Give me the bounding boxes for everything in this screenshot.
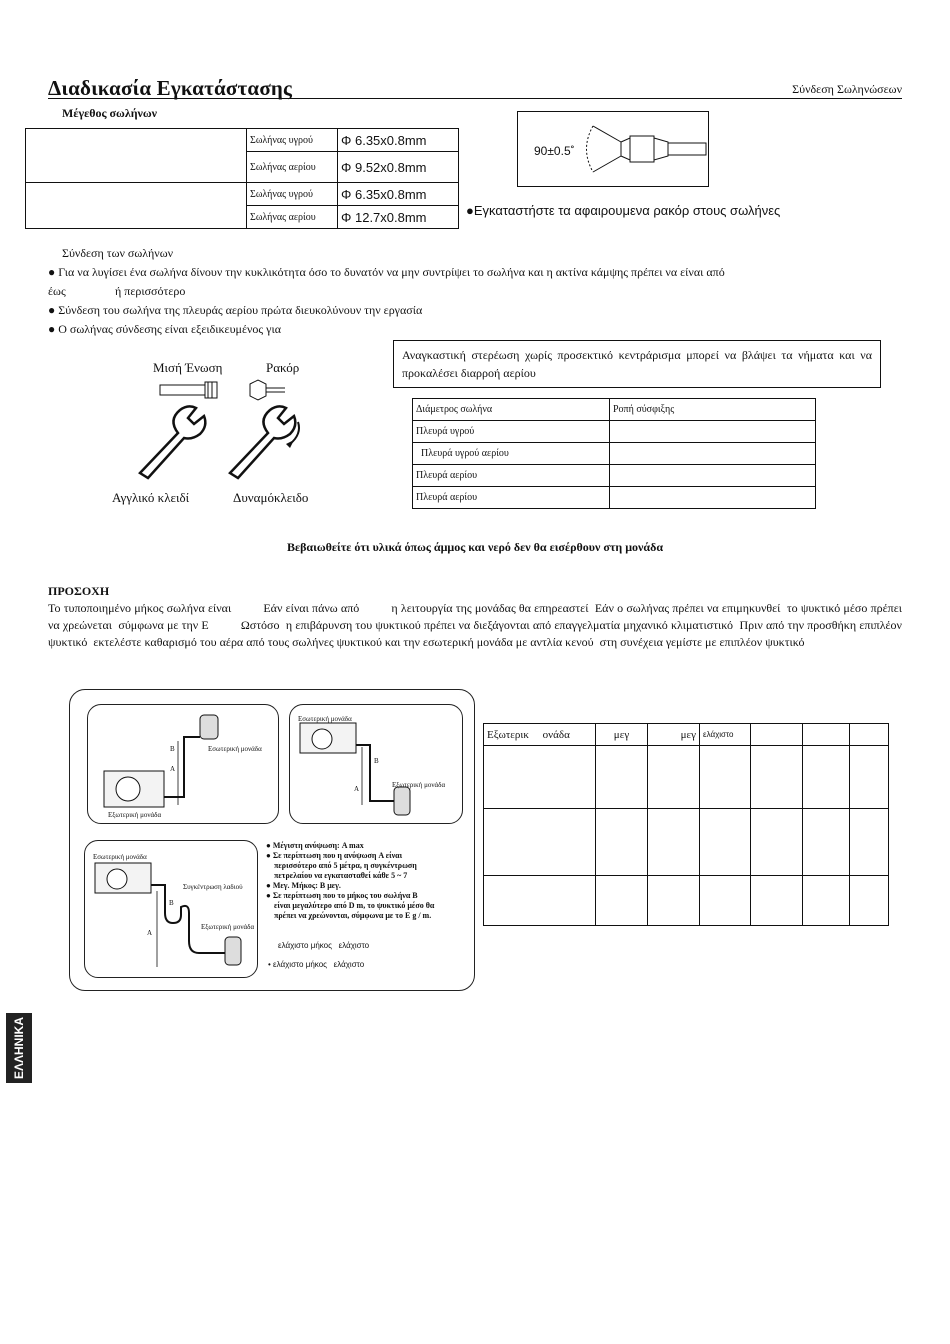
pipe-type-cell: Σωλήνας αερίου bbox=[247, 152, 338, 183]
pipe-size-cell: Φ 12.7x0.8mm bbox=[338, 206, 459, 229]
note-line: πετρελαίου να εγκατασταθεί κάθε 5 ~ 7 bbox=[274, 871, 408, 880]
label-a: A bbox=[170, 765, 176, 773]
torque-wrench-label: Δυναμόκλειδο bbox=[233, 490, 309, 505]
min-length-note: ελάχιστο μήκος ελάχιστο bbox=[278, 941, 370, 950]
note-line: ● Σε περίπτωση που το μήκος του σωλήνα B bbox=[266, 891, 418, 900]
table-row bbox=[26, 129, 459, 152]
diagram-panel-3 bbox=[84, 840, 258, 978]
table-cell bbox=[610, 465, 816, 487]
wrench-illustration bbox=[130, 378, 330, 483]
indoor-unit-label: Εσωτερική μονάδα bbox=[93, 853, 147, 861]
table-cell bbox=[596, 746, 648, 809]
oil-trap-icon bbox=[85, 841, 257, 977]
table-cell bbox=[850, 876, 889, 926]
pipe-size-cell: Φ 6.35x0.8mm bbox=[338, 183, 459, 206]
pipe-size-heading: Μέγεθος σωλήνων bbox=[62, 106, 158, 120]
language-tab-label: ΕΛΛΗΝΙΚΑ bbox=[12, 1016, 26, 1080]
table-cell bbox=[700, 746, 751, 809]
language-tab bbox=[6, 1013, 32, 1083]
label-b: B bbox=[170, 745, 175, 753]
indoor-outdoor-icon bbox=[88, 705, 278, 823]
half-union-icon bbox=[160, 382, 217, 398]
note-line: είναι μεγαλύτερο από D m, το ψυκτικό μέσο θα bbox=[274, 901, 435, 910]
gas-side-note: ● Σύνδεση του σωλήνα της πλευράς αερίου πρώτα διευκολύνουν την εργασία bbox=[48, 303, 423, 317]
pipe-type-cell: Σωλήνας υγρού bbox=[247, 129, 338, 152]
note-line: πρέπει να χρεώνονται, σύμφωνα με το E g / m. bbox=[274, 911, 432, 920]
half-union-label: Μισή Ένωση bbox=[153, 360, 223, 375]
table-cell bbox=[751, 876, 803, 926]
label-a: A bbox=[354, 785, 360, 793]
torque-wrench-icon bbox=[230, 406, 299, 478]
pipe-type-note: ● Ο σωλήνας σύνδεσης είναι εξειδικευμένος για bbox=[48, 322, 282, 336]
table-cell bbox=[484, 746, 596, 809]
table-cell bbox=[648, 746, 700, 809]
table-header: Εξωτερικ ονάδα bbox=[484, 724, 596, 746]
table-cell: Πλευρά αερίου bbox=[413, 465, 610, 487]
flare-diagram bbox=[517, 111, 709, 187]
outdoor-unit-label: Εξωτερική μονάδα bbox=[108, 811, 162, 819]
indoor-unit-label: Εσωτερική μονάδα bbox=[208, 745, 262, 753]
table-header: μεγ bbox=[648, 724, 700, 746]
table-cell: Πλευρά υγρού bbox=[413, 421, 610, 443]
nut-label: Ρακόρ bbox=[266, 360, 300, 375]
table-row bbox=[484, 746, 889, 809]
table-cell bbox=[610, 443, 816, 465]
installation-diagram bbox=[69, 689, 475, 991]
table-cell bbox=[648, 809, 700, 876]
note-line: ● Σε περίπτωση που η ανύψωση A είναι bbox=[266, 851, 403, 860]
outdoor-unit-label: Εξωτερική μονάδα bbox=[201, 923, 255, 931]
spanner-label: Αγγλικό κλειδί bbox=[112, 490, 190, 505]
model-cell bbox=[26, 129, 247, 183]
caution-text: Το τυποποιημένο μήκος σωλήνα είναι Εάν είναι πάνω από η λειτουργία της μονάδας θα επηρεαστεί Εάν ο σωλήνας πρέπει να επιμηκυνθεί το ψυκτικό μέσο πρέπει να χρεώνεται σύμφωνα με την Ε Ωστόσο η επιβάρυνση του ψυκτικού πρέπει να διεξάγονται από επαγγελματία μηχανικό κλιματιστικό Πριν από την προσθήκη επιπλέον ψυκτικό εκτελέστε καθαρισμό του αέρα από τους σωλήνες ψυκτικού και την εσωτερική μονάδα με αντλία κενού στη συνέχεια γεμίστε με επιπλέον ψυκτικό bbox=[48, 601, 905, 649]
table-header: Ροπή σύσφιξης bbox=[610, 399, 816, 421]
caution-heading: ΠΡΟΣΟΧΗ bbox=[48, 584, 110, 598]
bend-note: ● Για να λυγίσει ένα σωλήνα δίνουν την κυκλικότητα όσο το δυνατόν να μην συντρίψει το σωλήνα και η ακτίνα κάμψης πρέπει να είναι από bbox=[48, 265, 725, 279]
outdoor-unit-label: Εξωτερική μονάδα bbox=[392, 781, 446, 789]
label-b: B bbox=[374, 757, 379, 765]
warning-box: Αναγκαστική στερέωση χωρίς προσεκτικό κεντράρισμα μπορεί να βλάψει τα νήματα και να προκαλέσει διαρροή αερίου bbox=[393, 340, 881, 388]
note-line: ● Μέγιστη ανύψωση: A max bbox=[266, 841, 364, 850]
table-cell bbox=[751, 809, 803, 876]
bend-radius-more: ή περισσότερο bbox=[115, 284, 186, 298]
table-header bbox=[751, 724, 803, 746]
table-cell bbox=[610, 487, 816, 509]
torque-table bbox=[412, 398, 816, 509]
table-row bbox=[484, 876, 889, 926]
oil-trap-label: Συγκέντρωση λαδιού bbox=[183, 883, 243, 891]
spanner-icon bbox=[140, 406, 205, 478]
table-cell bbox=[596, 876, 648, 926]
flare-nut-icon bbox=[518, 112, 708, 186]
table-cell: Πλευρά υγρού αερίου bbox=[413, 443, 610, 465]
model-cell bbox=[26, 183, 247, 229]
min-length-note: • ελάχιστο μήκος ελάχιστο bbox=[268, 960, 365, 969]
connection-heading: Σύνδεση των σωλήνων bbox=[62, 246, 174, 260]
header-rule bbox=[48, 98, 902, 99]
elevation-table bbox=[483, 723, 889, 926]
table-cell bbox=[596, 809, 648, 876]
table-header: μεγ bbox=[596, 724, 648, 746]
page-title: Διαδικασία Εγκατάστασης bbox=[48, 76, 293, 100]
table-row bbox=[484, 724, 889, 746]
diagram-panel-1 bbox=[87, 704, 279, 824]
table-cell bbox=[803, 809, 850, 876]
flare-angle-label: 90±0.5˚ bbox=[534, 144, 575, 158]
pipe-size-cell: Φ 6.35x0.8mm bbox=[338, 129, 459, 152]
table-row bbox=[413, 465, 816, 487]
table-cell bbox=[700, 809, 751, 876]
table-row bbox=[413, 421, 816, 443]
table-cell bbox=[610, 421, 816, 443]
table-cell bbox=[648, 876, 700, 926]
diagram-notes bbox=[266, 841, 471, 921]
label-b: B bbox=[169, 899, 174, 907]
pipe-size-table bbox=[25, 128, 459, 229]
pipe-type-cell: Σωλήνας αερίου bbox=[247, 206, 338, 229]
note-line: περισσότερο από 5 μέτρα, η συγκέντρωση bbox=[274, 861, 417, 870]
indoor-unit-label: Εσωτερική μονάδα bbox=[298, 715, 352, 723]
table-row bbox=[413, 487, 816, 509]
table-row bbox=[413, 443, 816, 465]
nut-icon bbox=[250, 380, 285, 400]
note-line: ● Μεγ. Μήκος: B μεγ. bbox=[266, 881, 341, 890]
table-cell bbox=[700, 876, 751, 926]
table-header: ελάχιστο bbox=[700, 724, 751, 746]
label-a: A bbox=[147, 929, 153, 937]
diagram-panel-2 bbox=[289, 704, 463, 824]
bend-radius-from: έως bbox=[48, 284, 66, 298]
pipe-type-cell: Σωλήνας υγρού bbox=[247, 183, 338, 206]
table-header bbox=[850, 724, 889, 746]
table-row bbox=[413, 399, 816, 421]
section-subtitle: Σύνδεση Σωληνώσεων bbox=[792, 82, 902, 96]
table-row bbox=[26, 183, 459, 206]
table-cell bbox=[751, 746, 803, 809]
table-cell: Πλευρά αερίου bbox=[413, 487, 610, 509]
table-cell bbox=[803, 746, 850, 809]
table-cell bbox=[803, 876, 850, 926]
notice-text: Βεβαιωθείτε ότι υλικά όπως άμμος και νερό δεν θα εισέρθουν στη μονάδα bbox=[286, 540, 664, 554]
table-cell bbox=[484, 809, 596, 876]
table-cell bbox=[484, 876, 596, 926]
table-cell bbox=[850, 809, 889, 876]
pipe-size-cell: Φ 9.52x0.8mm bbox=[338, 152, 459, 183]
table-cell bbox=[850, 746, 889, 809]
install-flare-note: ●Εγκαταστήστε τα αφαιρουμενα ρακόρ στους σωλήνες bbox=[466, 203, 781, 218]
table-row bbox=[484, 809, 889, 876]
table-header: Διάμετρος σωλήνα bbox=[413, 399, 610, 421]
table-header bbox=[803, 724, 850, 746]
